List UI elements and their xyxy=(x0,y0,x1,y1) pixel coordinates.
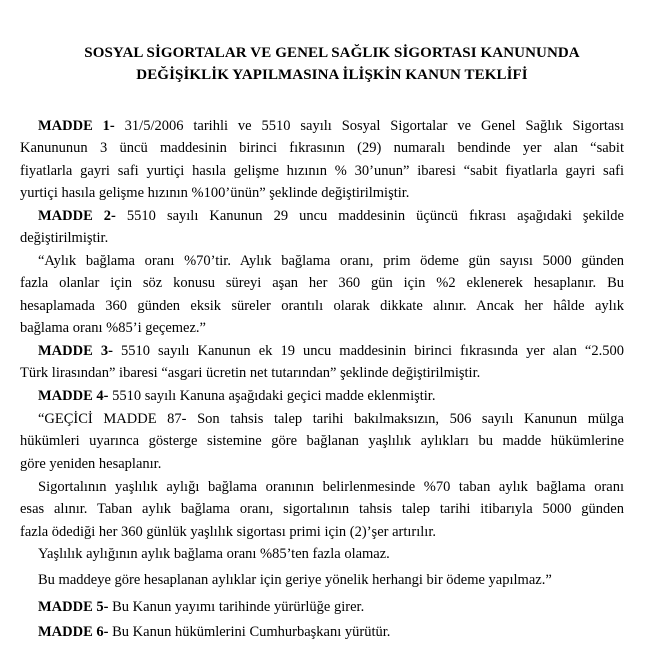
article-1-label: MADDE 1- xyxy=(38,118,115,134)
article-5-label: MADDE 5- xyxy=(38,599,109,615)
article-3 xyxy=(20,340,624,385)
article-4-line-1: MADDE 4- 5510 sayılı Kanuna aşağıdaki geçici madde eklenmiştir. xyxy=(38,388,436,404)
article-4-label: MADDE 4- xyxy=(38,388,109,404)
article-2-quote xyxy=(20,250,624,339)
article-1-line-4: yurtiçi hasıla gelişme hızının %100’ünün” şeklinde değiştirilmiştir. xyxy=(20,184,410,201)
temporary-article-87-para-3 xyxy=(20,543,624,565)
temp4-line-1: Bu maddeye göre hesaplanan aylıklar için geriye yönelik herhangi bir ödeme yapılmaz.” xyxy=(38,572,552,588)
article-1-line-2: Kanununun 3 üncü maddesinin birinci fıkrasının (29) numaralı bendinde yer alan “sabit xyxy=(20,140,624,157)
article-1-line-3: fiyatlarla gayri safi yurtiçi hasıla gelişme hızının % 30’unun” ibaresi “sabit fiyatlarla gayri safi xyxy=(20,162,624,179)
article-6-label: MADDE 6- xyxy=(38,624,109,640)
article-6 xyxy=(20,621,624,643)
quote-line-1: “Aylık bağlama oranı %70’tir. Aylık bağlama oranı, prim ödeme gün sayısı 5000 günden xyxy=(38,253,624,269)
temporary-article-87-para-2 xyxy=(20,476,624,543)
title-line-1: SOSYAL SİGORTALAR VE GENEL SAĞLIK SİGORTASI KANUNUNDA xyxy=(84,45,580,61)
quote-line-3: hesaplamada 360 günden eksik süreler orantılı olarak dikkate alınır. Ancak her hâlde aylık xyxy=(20,297,624,314)
temporary-article-87-para-4 xyxy=(20,569,624,591)
article-3-label: MADDE 3- xyxy=(38,343,113,359)
article-6-line-1: MADDE 6- Bu Kanun hükümlerini Cumhurbaşkanı yürütür. xyxy=(38,624,391,640)
temp2-line-2: esas alınır. Taban aylık bağlama oranı, sigortalının tahsis talep tarihi itibarıyla 5000 günden xyxy=(20,501,624,518)
temporary-article-87 xyxy=(20,408,624,475)
quote-line-2: fazla olanlar için söz konusu süreyi aşan her 360 gün için %2 eklenerek hesaplanır. Bu xyxy=(20,275,624,292)
title-line-2: DEĞİŞİKLİK YAPILMASINA İLİŞKİN KANUN TEKLİFİ xyxy=(136,67,528,83)
temp2-line-3: fazla ödediği her 360 günlük yaşlılık sigortası primi için (2)’şer artırılır. xyxy=(20,523,436,540)
temp2-line-1: Sigortalının yaşlılık aylığı bağlama oranının belirlenmesinde %70 taban aylık bağlama oranı xyxy=(38,479,624,495)
article-3-line-1: MADDE 3- 5510 sayılı Kanunun ek 19 uncu maddesinin birinci fıkrasında yer alan “2.500 xyxy=(38,343,624,359)
quote-line-4: bağlama oranı %85’i geçemez.” xyxy=(20,319,206,336)
article-4 xyxy=(20,385,624,407)
article-1 xyxy=(20,115,624,204)
temp3-line-1: Yaşlılık aylığının aylık bağlama oranı %85’ten fazla olamaz. xyxy=(38,546,390,562)
temp-line-3: göre yeniden hesaplanır. xyxy=(20,455,162,472)
article-5 xyxy=(20,596,624,618)
article-2-label: MADDE 2- xyxy=(38,208,116,224)
article-1-line-1: MADDE 1- 31/5/2006 tarihli ve 5510 sayılı Sosyal Sigortalar ve Genel Sağlık Sigortası xyxy=(38,118,624,134)
article-3-line-2: Türk lirasından” ibaresi “asgari ücretin net tutarından” şeklinde değiştirilmiştir. xyxy=(20,365,481,382)
article-2-line-2: değiştirilmiştir. xyxy=(20,230,109,247)
article-5-line-1: MADDE 5- Bu Kanun yayımı tarihinde yürürlüğe girer. xyxy=(38,599,365,615)
article-2 xyxy=(20,205,624,250)
article-2-line-1: MADDE 2- 5510 sayılı Kanunun 29 uncu maddesinin üçüncü fıkrası aşağıdaki şekilde xyxy=(38,208,624,224)
temp-line-2: hükümleri uyarınca gösterge sistemine göre bağlanan yaşlılık aylıkları bu madde hükümlerine xyxy=(20,433,624,450)
temp-line-1: “GEÇİCİ MADDE 87- Son tahsis talep tarihi bakılmaksızın, 506 sayılı Kanunun mülga xyxy=(38,411,624,427)
